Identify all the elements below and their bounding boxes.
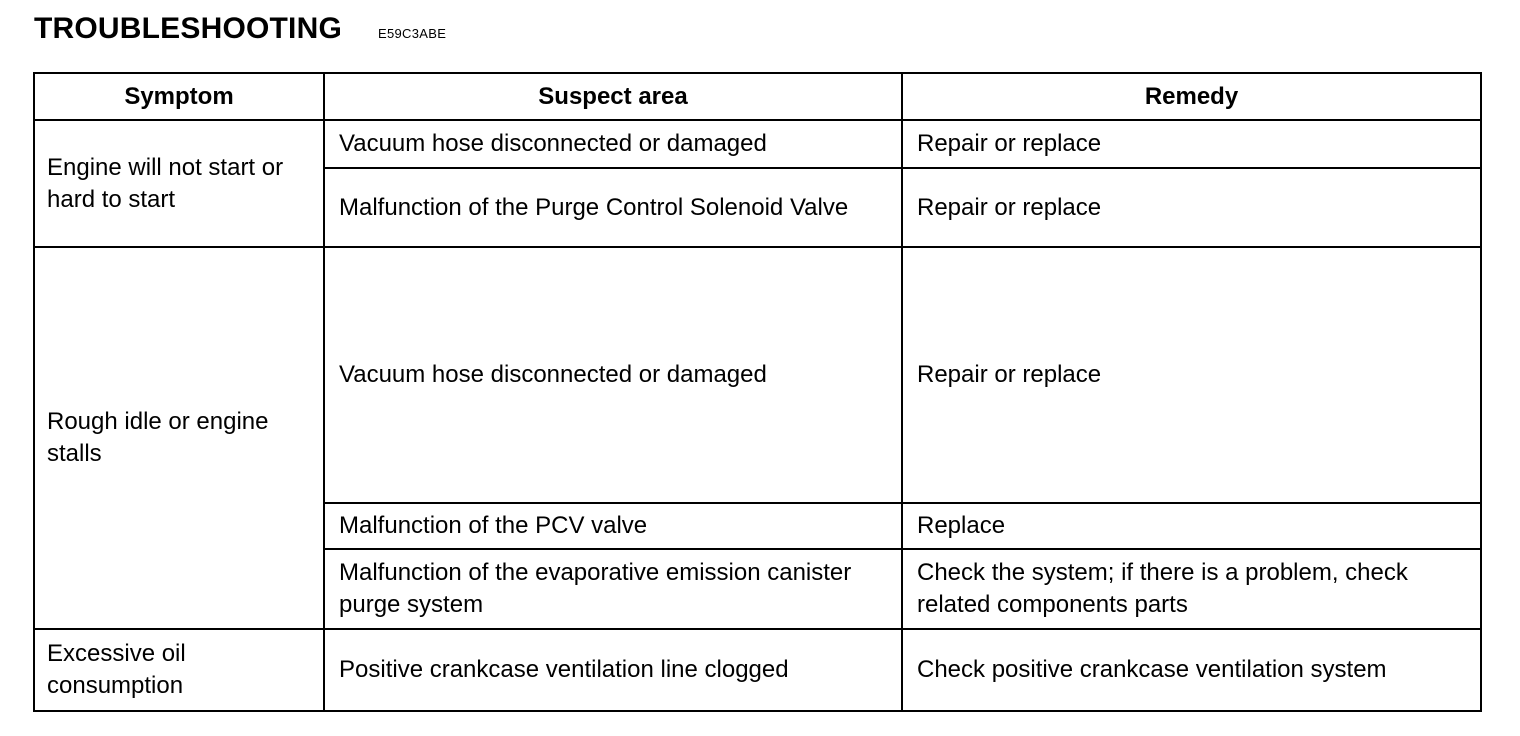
remedy-cell: Check positive crankcase ventilation system	[902, 629, 1481, 711]
remedy-cell: Repair or replace	[902, 168, 1481, 247]
symptom-cell: Rough idle or engine stalls	[34, 247, 324, 629]
column-header-suspect-area: Suspect area	[324, 73, 902, 120]
remedy-cell: Check the system; if there is a problem, check related components parts	[902, 549, 1481, 629]
suspect-area-cell: Malfunction of the Purge Control Solenoid Valve	[324, 168, 902, 247]
symptom-cell: Engine will not start or hard to start	[34, 120, 324, 247]
document-code: E59C3ABE	[378, 26, 447, 41]
suspect-area-cell: Vacuum hose disconnected or damaged	[324, 247, 902, 503]
remedy-cell: Repair or replace	[902, 247, 1481, 503]
table-row	[34, 120, 1481, 168]
page-title: TROUBLESHOOTING	[34, 12, 342, 45]
column-header-symptom: Symptom	[34, 73, 324, 120]
suspect-area-cell: Malfunction of the PCV valve	[324, 503, 902, 549]
suspect-area-cell: Positive crankcase ventilation line clogged	[324, 629, 902, 711]
title-row	[34, 12, 446, 52]
suspect-area-cell: Malfunction of the evaporative emission canister purge system	[324, 549, 902, 629]
remedy-cell: Repair or replace	[902, 120, 1481, 168]
symptom-cell: Excessive oil consumption	[34, 629, 324, 711]
table-row	[34, 247, 1481, 503]
troubleshooting-table	[33, 72, 1482, 712]
suspect-area-cell: Vacuum hose disconnected or damaged	[324, 120, 902, 168]
table-header-row	[34, 73, 1481, 120]
remedy-cell: Replace	[902, 503, 1481, 549]
column-header-remedy: Remedy	[902, 73, 1481, 120]
table-row	[34, 629, 1481, 711]
